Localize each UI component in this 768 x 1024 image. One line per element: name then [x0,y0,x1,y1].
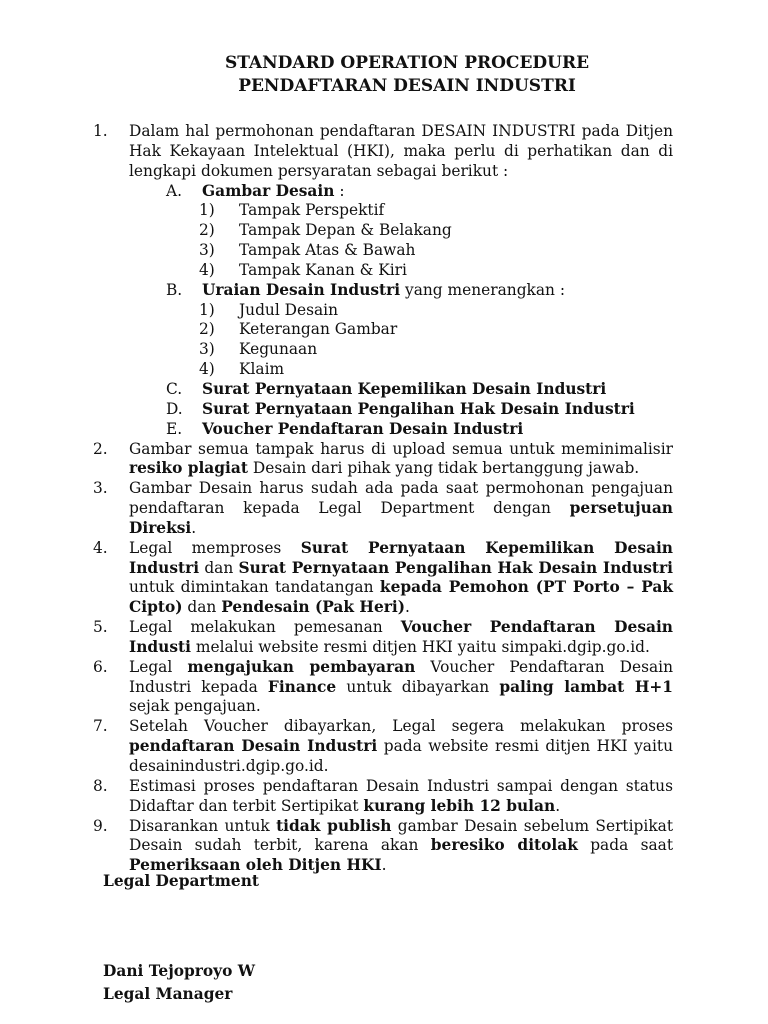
item-text [129,658,673,718]
bold-text: kepada Pemohon (PT Porto – Pak Cipto) [129,578,673,617]
sub-item [129,182,673,202]
text-segment: Voucher Pendaftaran Desain Industri kepada [129,657,674,696]
sub-item-bold-label: Surat Pernyataan Kepemilikan Desain Industri [202,379,607,398]
bold-text: Voucher Pendaftaran Desain Industi [129,618,673,656]
sub-sub-item-number: 1) [199,201,215,220]
text-segment: dan [199,558,239,577]
list-item [93,817,673,877]
sub-sub-item-text: Tampak Atas & Bawah [239,241,416,260]
sub-item-bold-label: Voucher Pendaftaran Desain Industri [202,419,524,438]
sub-sub-item-number: 1) [199,300,215,319]
item-text [129,440,673,480]
item-number: 8. [93,776,108,795]
sub-sub-item-number: 4) [199,360,215,379]
bold-text: Finance [267,677,337,696]
text-segment: untuk dibayarkan [336,677,500,696]
item-text [129,479,673,539]
list-item [93,777,673,817]
bold-text: Surat Pernyataan Kepemilikan Desain Industri [129,538,673,577]
bold-text: kurang lebih 12 bulan [363,796,556,815]
text-segment: pada saat [577,836,674,855]
bold-text: tidak publish [276,816,392,835]
sub-item-bold-label: Uraian Desain Industri [202,280,401,299]
text-segment: untuk dimintakan tandatangan [129,578,380,597]
item-number: 1. [93,122,108,140]
sub-sub-item [129,221,673,241]
sub-sub-item [129,261,673,281]
sub-sub-item-number: 2) [199,320,215,339]
text-segment: melalui website resmi ditjen HKI yaitu simpaki.dgip.go.id. [190,637,650,656]
sub-sub-item [129,360,673,380]
sub-item-letter: E. [166,419,183,438]
text-segment: Legal [129,657,188,676]
sub-sub-item [129,340,673,360]
text-segment: . [191,518,197,537]
list-item [93,440,673,480]
list-item [93,122,673,440]
list-item [93,618,673,658]
sub-sub-item-text: Klaim [239,360,285,379]
sub-item [129,420,673,440]
text-segment: Legal memproses [129,538,301,557]
bold-text: Pemeriksaan oleh Ditjen HKI [129,856,382,875]
item-text [129,717,673,777]
item-number: 7. [93,717,108,736]
signature-position: Legal Manager [103,985,233,1003]
list-item [93,539,673,618]
text-segment: Legal melakukan pemesanan [129,618,401,637]
sub-sub-item-text: Tampak Kanan & Kiri [239,260,407,279]
procedure-list [93,122,673,876]
sub-sub-item-number: 3) [199,241,215,260]
bold-text: persetujuan Direksi [129,499,673,537]
sub-item-bold-label: Surat Pernyataan Pengalihan Hak Desain Industri [202,399,635,418]
sub-item-text [202,182,673,202]
text-segment: Gambar Desain harus sudah ada pada saat permohonan pengajuan pendaftaran kepada Legal Department dengan [129,479,673,518]
text-segment: Estimasi proses pendaftaran Desain Industri sampai dengan status Didaftar dan terbit Sertipikat [129,776,673,815]
document-title-line-1: STANDARD OPERATION PROCEDURE [224,53,590,73]
sub-item-text [202,380,673,400]
item-number: 6. [93,657,108,676]
item-number: 5. [93,618,108,637]
bold-text: beresiko ditolak [430,836,578,855]
bold-text: paling lambat H+1 [499,677,673,696]
item-text: Dalam hal permohonan pendaftaran DESAIN INDUSTRI pada Ditjen Hak Kekayaan Intelektual (HKI), maka perlu di perhatikan dan di lengkapi dokumen persyaratan sebagai berikut : [129,122,673,180]
sub-sub-item-text: Kegunaan [239,340,318,359]
item-text [129,777,673,817]
text-segment: . [555,796,561,815]
bold-text: Surat Pernyataan Pengalihan Hak Desain Industri [238,558,673,577]
item-number: 3. [93,479,108,498]
text-segment: sejak pengajuan. [129,697,261,716]
text-segment: Desain dari pihak yang tidak bertanggung jawab. [247,459,640,478]
sub-sub-item [129,201,673,221]
item-number: 4. [93,538,108,557]
text-segment: Setelah Voucher dibayarkan, Legal segera melakukan proses [129,717,673,736]
sub-sub-item-text: Tampak Depan & Belakang [239,221,452,240]
list-item [93,479,673,539]
sub-item-text [202,281,673,301]
list-item [93,658,673,718]
sub-sub-item-number: 4) [199,260,215,279]
sub-item-bold-label: Gambar Desain [202,181,335,200]
text-segment: pada website resmi ditjen HKI yaitu desainindustri.dgip.go.id. [129,737,673,775]
text-segment: Gambar semua tampak harus di upload semua untuk meminimalisir [129,439,673,458]
sub-item-rest: : [334,181,345,200]
bold-text: Pendesain (Pak Heri) [221,598,405,617]
sub-sub-item-number: 2) [199,221,215,240]
sub-sub-item-text: Keterangan Gambar [239,320,398,339]
sub-item-letter: D. [166,399,183,418]
bold-text: pendaftaran Desain Industri [129,737,378,756]
sub-item-text [202,400,673,420]
text-segment: . [381,856,387,875]
sub-item [129,400,673,420]
item-text [129,817,673,877]
bold-text: mengajukan pembayaran [187,657,416,676]
sub-item-letter: A. [166,181,183,200]
item-number: 9. [93,816,108,835]
sub-item [129,380,673,400]
sub-item-letter: B. [166,280,183,299]
sub-item-rest: yang menerangkan : [400,280,566,299]
sub-sub-item [129,320,673,340]
document-title-line-2: PENDAFTARAN DESAIN INDUSTRI [238,76,576,96]
sub-sub-item-text: Judul Desain [239,300,339,319]
item-number: 2. [93,439,108,458]
sub-item [129,281,673,301]
sub-item-text [202,420,673,440]
sub-sub-item-number: 3) [199,340,215,359]
text-segment: gambar Desain sebelum Sertipikat Desain sudah terbit, karena akan [129,816,674,855]
sub-sub-item [129,241,673,261]
sub-item-letter: C. [166,379,183,398]
signature-department: Legal Department [103,872,260,890]
text-segment: dan [182,598,222,617]
item-text [129,539,673,618]
bold-text: resiko plagiat [129,459,248,478]
list-item [93,717,673,777]
sub-sub-item-text: Tampak Perspektif [239,201,385,220]
signature-name: Dani Tejoproyo W [103,962,256,980]
item-text [129,618,673,658]
text-segment: . [404,598,410,617]
sub-sub-item [129,301,673,321]
text-segment: Disarankan untuk [129,816,277,835]
